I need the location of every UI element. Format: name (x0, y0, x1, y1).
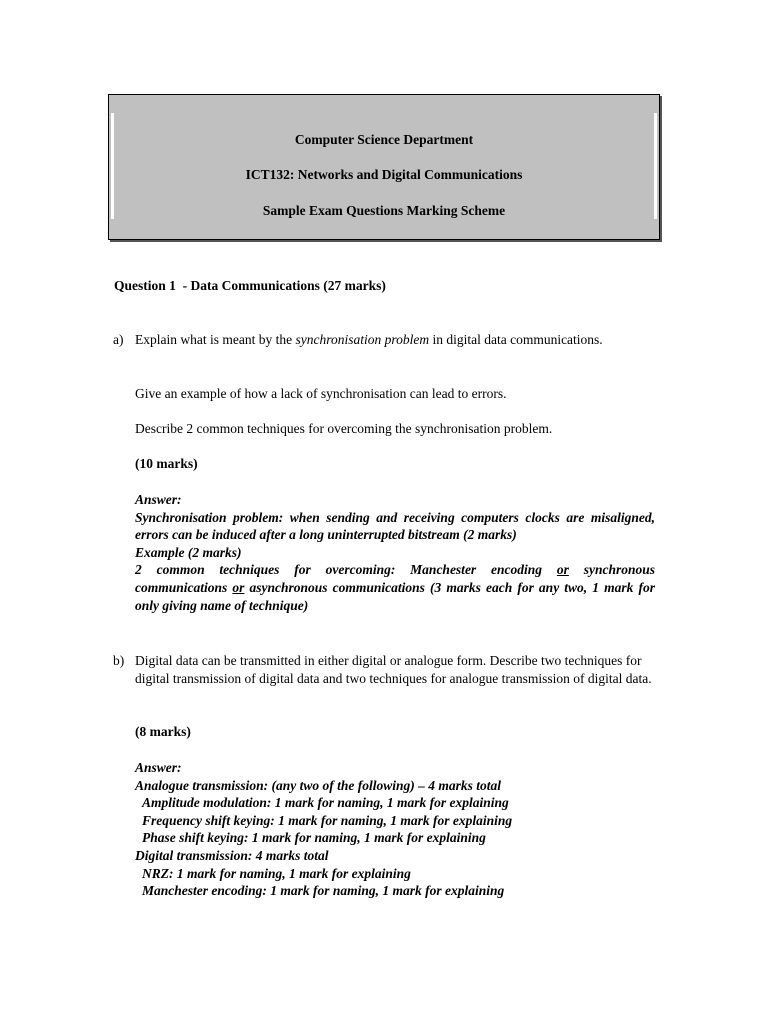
analogue-item: Frequency shift keying: 1 mark for naming, 1 mark for explaining (142, 812, 513, 828)
answer-text: synchronous communications (135, 562, 656, 595)
part-a-label: a) (113, 332, 124, 347)
part-a-marks: (10 marks) (135, 456, 198, 471)
part-b-answer (135, 759, 655, 900)
department-title: Computer Science Department (294, 132, 474, 147)
analogue-item: Amplitude modulation: 1 mark for naming, 1 mark for explaining (142, 795, 509, 811)
part-b-label: b) (113, 653, 125, 668)
digital-heading: Digital transmission: 4 marks total (135, 847, 329, 863)
analogue-heading: Analogue transmission: (any two of the following) – 4 marks total (135, 777, 502, 793)
part-b-prompt: Digital data can be transmitted in either digital or analogue form. Describe two techniques for digital transmission of digital data and two techniques for analogue transmission of digital data. (135, 653, 652, 686)
answer-text: asynchronous communications (3 marks each for any two, 1 mark for only giving name of technique) (135, 579, 656, 613)
part-a-prompt-text: Explain what is meant by the (135, 332, 296, 347)
answer-heading: Answer: (135, 760, 182, 775)
part-b-marks: (8 marks) (135, 724, 191, 739)
course-title: ICT132: Networks and Digital Communications (245, 167, 523, 182)
answer-line: Synchronisation problem: when sending and receiving computers clocks are misaligned, errors can be induced after a long uninterrupted bitstream (2 marks) (135, 509, 655, 543)
digital-item: Manchester encoding: 1 mark for naming, 1 mark for explaining (142, 883, 505, 899)
answer-or: or (232, 579, 245, 595)
part-a-answer (135, 491, 655, 614)
header-box (108, 94, 660, 240)
analogue-item: Phase shift keying: 1 mark for naming, 1 mark for explaining (142, 830, 486, 846)
part-a-prompt-text-end: in digital data communications. (429, 332, 603, 347)
answer-heading: Answer: (135, 492, 182, 507)
answer-line (135, 561, 655, 614)
question-1-title: Question 1 - Data Communications (27 marks) (114, 278, 386, 293)
part-a-prompt (135, 331, 655, 349)
answer-or: or (556, 562, 569, 578)
part-a-prompt-term: synchronisation problem (295, 332, 430, 347)
digital-item: NRZ: 1 mark for naming, 1 mark for explaining (142, 865, 411, 881)
answer-line: Example (2 marks) (135, 544, 242, 560)
part-a-describe-prompt: Describe 2 common techniques for overcoming the synchronisation problem. (135, 421, 553, 436)
part-a-example-prompt: Give an example of how a lack of synchronisation can lead to errors. (135, 386, 507, 401)
answer-text: 2 common techniques for overcoming: Manchester encoding (135, 562, 557, 578)
document-subtitle: Sample Exam Questions Marking Scheme (262, 203, 506, 218)
